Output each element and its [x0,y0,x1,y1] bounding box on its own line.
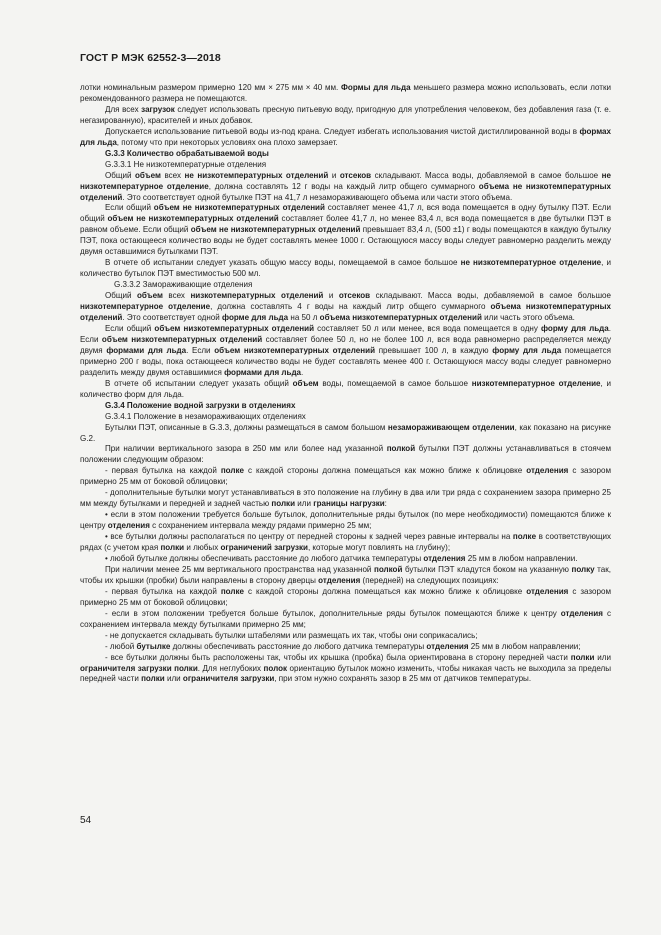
text-run: G.3.3.2 Замораживающие отделения [114,280,253,290]
bold-term: отделения [560,608,603,618]
paragraph [80,280,611,291]
text-run: и любых [184,543,221,553]
bold-term: объем [292,378,319,388]
paragraph [80,488,611,510]
paragraph [80,127,611,149]
bold-term: формами для льда [106,345,187,355]
paragraph [80,653,611,686]
text-run: всех [162,291,191,301]
bold-term: объема низкотемпературных отделений [319,313,482,323]
bold-term: ограничителя загрузки полки [80,663,198,673]
text-run: . Если [186,345,215,355]
text-run: следует использовать пресную питьевую воду, пригодную для употребления человеком, без добавления газа (т. е. негазированную), красителей и иных добавок. [80,104,611,125]
text-run: с зазором примерно 25 мм от боковой облицовки; [80,586,611,607]
bold-term: полки [160,543,185,553]
text-run: бутылки ПЭТ должны устанавливаться в стоячем положении следующим образом: [80,444,611,465]
text-run: превышает 100 л, в каждую [375,345,493,355]
bold-term: формами для льда [224,367,302,377]
document-body [80,83,611,685]
paragraph [80,149,611,160]
paragraph [80,203,611,258]
text-run: . [301,367,304,377]
text-run: или [594,652,611,662]
bold-term: объем не низкотемпературных отделений [190,225,361,235]
bold-term: объем [136,291,163,301]
text-run: всех [160,170,185,180]
bold-term: загрузок [141,104,175,114]
paragraph [80,379,611,401]
paragraph [80,466,611,488]
text-run: составляет 50 л или менее, вся вода помещается в одну [314,323,541,333]
bold-term: полке [512,532,537,542]
bold-term: полку [571,564,595,574]
text-run: - не допускается складывать бутылки штабелями или размещать их так, чтобы они соприкасались; [105,630,478,640]
bold-term: объем не низкотемпературных отделений [107,214,279,224]
text-run: составляет более 41,7 л, но менее 83,4 л, вся вода помещается в две бутылки ПЭТ в равном объеме. Если общий [80,214,611,235]
text-run: Если общий [105,323,155,333]
paragraph [80,83,611,105]
text-run: , и количество форм для льда. [80,378,611,399]
bold-term: Формы для льда [341,83,411,92]
text-run: . Если [80,323,611,344]
paragraph [80,587,611,609]
text-run: помещается примерно 200 г воды, пока остающееся количество воды не будет составлять менее 400 г. Остающуюся массу воды следует равномерно разделить между двумя оставшимися [80,345,612,377]
paragraph [80,401,611,412]
paragraph [80,554,611,565]
bold-term: объем не низкотемпературных отделений [153,203,325,213]
bold-term: форму для льда [492,345,562,355]
bold-term: объем [135,170,161,180]
text-run: меньшего размера можно использовать, если лотки рекомендованного размера не помещаются. [80,83,612,103]
paragraph [80,642,611,653]
page-number: 54 [80,815,92,826]
bold-term: отделения [526,466,569,476]
text-run: лотки номинальным размером примерно 120 мм × 275 мм × 40 мм. [80,83,342,92]
text-run: (передней) на следующих позициях: [360,575,499,585]
text-run: с каждой стороны должна помещаться как можно ближе к облицовке [244,586,527,596]
paragraph [80,291,611,324]
bold-term: не низкотемпературных отделений [184,170,329,180]
paragraph [80,609,611,631]
paragraph [80,423,611,445]
bold-term: полке [220,466,245,476]
bold-term: форму для льда [540,323,609,333]
text-run: . Это соответствует одной [122,313,223,323]
paragraph [80,324,611,379]
text-run: G.3.3.1 Не низкотемпературные отделения [105,159,267,169]
text-run: складывают. Масса воды, добавляемой в самое большое [371,170,602,180]
bold-term: ограничителя загрузки [182,674,275,684]
text-run: превышает 83,4 л, (500 ±1) г воды помещаются в каждую бутылку ПЭТ, пока остающееся количество воды не будет составлять менее 1000 г. Остающуюся массу воды следует равномерно разделить между двумя оставшимися бутылками ПЭТ. [80,225,611,257]
bold-term: объем низкотемпературных отделений [214,345,376,355]
text-run: 25 мм в любом направлении; [468,641,581,651]
text-run: • все бутылки должны располагаться по центру от передней стороны к задней через равные интервалы на [105,532,513,542]
bold-term: отделения [423,553,466,563]
text-run: бутылки ПЭТ кладутся боком на указанную [402,564,572,574]
bold-term: отделения [526,586,569,596]
bold-term: полки [570,652,595,662]
text-run: и [323,291,339,301]
paragraph [80,171,611,204]
bold-term: не низкотемпературное отделение [80,170,611,191]
text-run: В отчете об испытании следует указать общую массу воды, помещаемой в самое большое [105,258,461,268]
text-run: Допускается использование питьевой воды из-под крана. Следует избегать использования чистой дистиллированной воды в [105,126,580,136]
text-run: или [295,499,314,509]
bold-term: отсеков [338,291,371,301]
text-run: Для всех [105,104,142,114]
bold-term: G.3.3 Количество обрабатываемой воды [105,148,269,158]
bold-term: полке [220,586,245,596]
paragraph [80,412,611,423]
bold-term: полки [271,499,296,509]
paragraph [80,160,611,171]
text-run: - первая бутылка на каждой [105,466,221,476]
bold-term: ограничений загрузки [220,543,308,553]
text-run: складывают. Масса воды, добавляемой в самое большое [370,291,611,301]
text-run: с каждой стороны должна помещаться как можно ближе к облицовке [244,466,527,476]
bold-term: бутылке [136,641,171,651]
bold-term: полки [141,674,165,684]
bold-term: низкотемпературных отделений [190,291,324,301]
text-run: , и количество бутылок ПЭТ вместимостью 500 мл. [80,258,612,279]
paragraph [80,565,611,587]
text-run: - первая бутылка на каждой [105,586,221,596]
paragraph [80,444,611,466]
text-run: с зазором примерно 25 мм от боковой облицовки; [80,466,611,487]
bold-term: низкотемпературное отделение [80,302,211,312]
bold-term: объем низкотемпературных отделений [154,323,315,333]
text-run: В отчете об испытании следует указать общий [105,378,293,388]
bold-term: форме для льда [222,313,289,323]
paragraph [80,510,611,532]
text-run: , как показано на рисунке G.2. [80,422,612,443]
text-run: , потому что при некоторых условиях она плохо замерзает. [116,137,338,147]
bold-term: объем низкотемпературных отделений [101,334,263,344]
text-run: , должна составлять 12 г воды на каждый литр общего суммарного [208,181,479,191]
bold-term: полкой [373,564,403,574]
text-run: в соответствующих рядах (с учетом края [80,532,611,553]
text-run: При наличии менее 25 мм вертикального пространства над указанной [105,564,374,574]
paragraph [80,105,611,127]
text-run: с сохранением интервала между бутылками примерно 25 мм; [80,608,612,629]
text-run: или часть этого объема. [481,313,575,323]
text-run: - любой [105,641,137,651]
paragraph [80,532,611,554]
bold-term: G.3.4 Положение водной загрузки в отделениях [105,400,296,410]
text-run: - все бутылки должны быть расположены так, чтобы их крышка (пробка) была ориентирована в сторону передней части [105,652,571,662]
bold-term: границы нагрузки [313,499,385,509]
text-run: составляет более 50 л, но не более 100 л, вся вода равномерно распределяется между двумя [80,334,612,355]
text-run: воды, помещаемой в самое большое [318,378,472,388]
bold-term: отделения [426,641,469,651]
text-run: , при этом нужно сохранять зазор в 25 мм от датчиков температуры. [274,674,532,684]
text-run: с сохранением интервала между рядами примерно 25 мм; [149,521,372,531]
text-run: • любой бутылке должны обеспечивать расстояние до любого датчика температуры [105,553,424,563]
text-run: - дополнительные бутылки могут устанавливаться в это положение на глубину в два или три ряда с сохранением зазора примерно 25 мм между бутылками и передней и задней частью [80,488,611,509]
text-run: G.3.4.1 Положение в незамораживающих отделениях [105,411,306,421]
text-run: При наличии вертикального зазора в 250 мм или более над указанной [105,444,387,454]
text-run: Если общий [105,203,154,213]
bold-term: не низкотемпературное отделение [460,258,602,268]
text-run: , должна составлять 4 г воды на каждый литр общего суммарного [210,302,491,312]
bold-term: незамораживающем отделении [387,422,515,432]
bold-term: объема низкотемпературных отделений [80,302,611,323]
text-run: - если в этом положении требуется больше бутылок, дополнительные ряды бутылок помещаются ближе к центру [105,608,561,618]
bold-term: формах для льда [80,126,611,147]
text-run: или [164,674,183,684]
bold-term: отсеков [339,170,372,180]
text-run: • если в этом положении требуется больше бутылок, дополнительные ряды бутылок (по мере необходимости) помещаются ближе к центру [80,510,611,531]
paragraph [80,631,611,642]
text-run: 25 мм в любом направлении. [465,553,578,563]
text-run: Общий [105,170,135,180]
text-run: : [384,499,387,509]
text-run: , которые могут повлиять на глубину); [307,543,451,553]
text-run: . Это соответствует одной бутылке ПЭТ на 41,7 л незамораживающего объема или части этого объема. [122,192,513,202]
text-run: составляет менее 41,7 л, вся вода помещается в одну бутылку ПЭТ. Если общий [80,203,611,224]
bold-term: отделения [107,521,150,531]
bold-term: объема не низкотемпературных отделений [80,181,611,202]
bold-term: отделения [318,575,361,585]
text-run: ориентацию бутылок можно изменить, чтобы никакая часть не выходила за пределы передней части [80,663,612,684]
bold-term: полок [263,663,288,673]
text-run: должны обеспечивать расстояние до любого датчика температуры [170,641,427,651]
bold-term: полкой [386,444,416,454]
page-header: ГОСТ Р МЭК 62552-3—2018 [80,52,221,64]
text-run: так, чтобы их крышки (пробки) были направлены в сторону дверцы [80,564,611,585]
bold-term: низкотемпературное отделение [471,378,601,388]
text-run: на 50 л [288,313,320,323]
paragraph [80,258,611,280]
text-run: Бутылки ПЭТ, описанные в G.3.3, должны размещаться в самом большом [105,422,388,432]
text-run: Общий [105,291,137,301]
text-run: и [328,170,340,180]
text-run: . Для неглубоких [197,663,264,673]
